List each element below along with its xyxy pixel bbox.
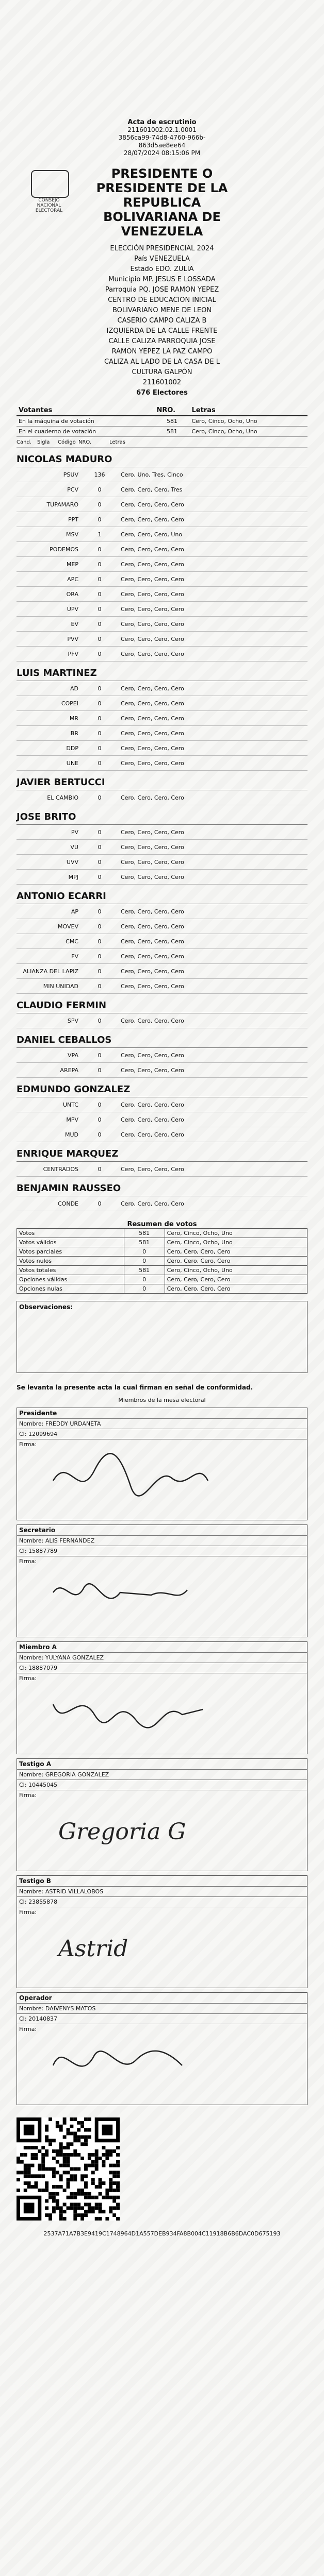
party-letras: Cero, Cero, Cero, Cero xyxy=(121,516,184,523)
signature-handwriting: Astrid xyxy=(58,1936,128,1962)
signature-handwriting: Gregoria G xyxy=(58,1819,186,1845)
party-letras: Cero, Cero, Cero, Cero xyxy=(121,715,184,722)
summary-cell: 581 xyxy=(124,1238,165,1247)
party-row xyxy=(17,527,307,542)
candidate-name: NICOLAS MADURO xyxy=(17,454,307,467)
party-row xyxy=(17,512,307,527)
candidate-name: LUIS MARTINEZ xyxy=(17,668,307,681)
party-row xyxy=(17,1097,307,1112)
party-votes: 1 xyxy=(98,531,102,538)
party-votes: 0 xyxy=(98,1116,102,1123)
party-party: ORA xyxy=(66,590,78,598)
party-row xyxy=(17,1063,307,1078)
party-letras: Cero, Cero, Cero, Cero xyxy=(121,620,184,628)
party-party: PPT xyxy=(68,516,78,523)
party-party: SPV xyxy=(67,1017,78,1024)
party-letras: Cero, Cero, Cero, Cero xyxy=(121,1101,184,1108)
party-row xyxy=(17,557,307,572)
summary-cell: Cero, Cero, Cero, Cero xyxy=(165,1257,307,1266)
party-votes: 0 xyxy=(98,685,102,692)
party-letras: Cero, Cero, Cero, Cero xyxy=(121,923,184,930)
party-votes: 0 xyxy=(98,730,102,737)
handwritten-signature xyxy=(48,1801,218,1862)
party-party: APC xyxy=(67,575,78,583)
parish: Parroquia PQ. JOSE RAMON YEPEZ xyxy=(105,286,219,294)
voters-cell: 581 xyxy=(154,427,189,437)
party-party: FV xyxy=(71,953,78,960)
election-name: ELECCIÓN PRESIDENCIAL 2024 xyxy=(110,245,214,252)
party-party: PFV xyxy=(68,650,78,657)
signature-nombre: Nombre: GREGORIA GONZALEZ xyxy=(17,1770,307,1780)
signature-ci: CI: 23855878 xyxy=(17,1897,307,1907)
signature-role: Testigo A xyxy=(17,1759,307,1770)
party-votes: 0 xyxy=(98,605,102,613)
party-letras: Cero, Cero, Cero, Cero xyxy=(121,1200,184,1207)
party-votes: 0 xyxy=(98,620,102,628)
summary-cell: Opciones nulas xyxy=(17,1284,124,1294)
party-party: MPJ xyxy=(68,873,78,880)
summary-cell: 581 xyxy=(124,1266,165,1275)
party-party: UNE xyxy=(66,759,78,767)
party-party: PODEMOS xyxy=(50,546,78,553)
signature-firma-label: Firma: xyxy=(19,2026,37,2032)
signature-stroke xyxy=(53,1704,203,1727)
voters-row xyxy=(17,427,307,437)
party-party: UPV xyxy=(67,605,78,613)
signature-ci: CI: 15887789 xyxy=(17,1546,307,1556)
summary-cell: Cero, Cinco, Ocho, Uno xyxy=(165,1238,307,1247)
party-votes: 0 xyxy=(98,561,102,568)
summary-row xyxy=(17,1229,307,1238)
party-row xyxy=(17,632,307,647)
summary-row xyxy=(17,1275,307,1284)
party-letras: Cero, Cero, Cero, Cero xyxy=(121,1017,184,1024)
party-letras: Cero, Cero, Cero, Tres xyxy=(121,486,183,493)
signature-area xyxy=(17,1556,307,1637)
party-row xyxy=(17,1048,307,1063)
party-party: MSV xyxy=(66,531,78,538)
signature-firma-label: Firma: xyxy=(19,1909,37,1916)
voters-row xyxy=(17,416,307,427)
party-row xyxy=(17,587,307,602)
party-party: EV xyxy=(71,620,78,628)
summary-cell: 581 xyxy=(124,1229,165,1238)
party-letras: Cero, Cero, Cero, Cero xyxy=(121,938,184,945)
signature-ci: CI: 18887079 xyxy=(17,1663,307,1673)
party-votes: 0 xyxy=(98,1165,102,1173)
voters-cell: Cero, Cinco, Ocho, Uno xyxy=(189,416,307,427)
col-header: Votantes xyxy=(17,405,154,416)
party-party: CENTRADOS xyxy=(43,1165,78,1173)
voters-cell: En el cuaderno de votación xyxy=(17,427,154,437)
summary-cell: Votos parciales xyxy=(17,1247,124,1257)
signature-block xyxy=(17,1641,307,1754)
party-votes: 0 xyxy=(98,1017,102,1024)
party-row xyxy=(17,602,307,617)
elector-count: 676 Electores xyxy=(136,389,188,397)
col-header: NRO. xyxy=(154,405,189,416)
party-votes: 0 xyxy=(98,828,102,836)
center-address-line: CULTURA GALPÓN xyxy=(132,368,192,376)
party-row xyxy=(17,934,307,949)
party-letras: Cero, Cero, Cero, Cero xyxy=(121,1131,184,1138)
party-party: AP xyxy=(71,908,78,915)
party-votes: 0 xyxy=(98,843,102,851)
candidate-name: BENJAMIN RAUSSEO xyxy=(17,1183,307,1196)
party-party: COPEI xyxy=(61,700,78,707)
party-row xyxy=(17,1196,307,1211)
party-row xyxy=(17,790,307,805)
signature-firma-label: Firma: xyxy=(19,1675,37,1682)
party-letras: Cero, Cero, Cero, Cero xyxy=(121,730,184,737)
center-address-line: CASERIO CAMPO CALIZA B xyxy=(117,317,207,325)
party-votes: 0 xyxy=(98,700,102,707)
summary-row xyxy=(17,1284,307,1294)
party-letras: Cero, Cero, Cero, Cero xyxy=(121,908,184,915)
party-party: MEP xyxy=(66,561,78,568)
center-address-line: CENTRO DE EDUCACION INICIAL xyxy=(108,296,216,304)
signature-block xyxy=(17,1992,307,2105)
signature-block xyxy=(17,1408,307,1520)
party-letras: Cero, Cero, Cero, Cero xyxy=(121,953,184,960)
party-party: CONDE xyxy=(58,1200,78,1207)
party-party: MIN UNIDAD xyxy=(43,982,78,990)
observations-label: Observaciones: xyxy=(19,1303,73,1311)
party-row xyxy=(17,467,307,482)
signature-area xyxy=(17,1907,307,1988)
candidate-name: ENRIQUE MARQUEZ xyxy=(17,1148,307,1162)
party-party: MUD xyxy=(64,1131,78,1138)
signature-ci: CI: 20140837 xyxy=(17,2014,307,2024)
party-letras: Cero, Cero, Cero, Cero xyxy=(121,759,184,767)
summary-cell: Cero, Cero, Cero, Cero xyxy=(165,1247,307,1257)
party-row xyxy=(17,572,307,587)
party-party: PSUV xyxy=(63,471,78,478)
party-letras: Cero, Uno, Tres, Cinco xyxy=(121,471,183,478)
party-letras: Cero, Cero, Cero, Cero xyxy=(121,685,184,692)
party-votes: 0 xyxy=(98,1052,102,1059)
country: País VENEZUELA xyxy=(134,255,190,263)
party-votes: 0 xyxy=(98,590,102,598)
party-row xyxy=(17,647,307,662)
party-letras: Cero, Cero, Cero, Cero xyxy=(121,1116,184,1123)
signature-firma-label: Firma: xyxy=(19,1558,37,1565)
candidate-name: JAVIER BERTUCCI xyxy=(17,777,307,790)
party-votes: 0 xyxy=(98,575,102,583)
summary-cell: Opciones válidas xyxy=(17,1275,124,1284)
party-votes: 0 xyxy=(98,1131,102,1138)
summary-table xyxy=(17,1228,307,1294)
signature-nombre: Nombre: ALIS FERNANDEZ xyxy=(17,1536,307,1546)
party-row xyxy=(17,870,307,885)
candidates-list xyxy=(17,454,307,1211)
party-row xyxy=(17,904,307,919)
voters-cell: 581 xyxy=(154,416,189,427)
summary-row xyxy=(17,1238,307,1247)
party-votes: 0 xyxy=(98,982,102,990)
signature-area xyxy=(17,1673,307,1754)
voting-center xyxy=(17,295,307,378)
summary-cell: 0 xyxy=(124,1257,165,1266)
signature-nombre: Nombre: DAIVENYS MATOS xyxy=(17,2004,307,2014)
party-votes: 0 xyxy=(98,968,102,975)
signature-nombre: Nombre: YULYANA GONZALEZ xyxy=(17,1653,307,1663)
party-letras: Cero, Cero, Cero, Cero xyxy=(121,828,184,836)
party-party: ALIANZA DEL LAPIZ xyxy=(23,968,78,975)
party-letras: Cero, Cero, Cero, Cero xyxy=(121,982,184,990)
party-party: UVV xyxy=(66,858,78,866)
party-letras: Cero, Cero, Cero, Cero xyxy=(121,794,184,801)
party-party: MPV xyxy=(66,1116,78,1123)
observations-box xyxy=(17,1301,307,1373)
col-header: Letras xyxy=(189,405,307,416)
signature-role: Operador xyxy=(17,1993,307,2004)
summary-cell: Votos nulos xyxy=(17,1257,124,1266)
acta-code: 863d5ae8ee64 xyxy=(138,142,186,149)
signature-block xyxy=(17,1524,307,1637)
party-row xyxy=(17,1112,307,1127)
party-letras: Cero, Cero, Cero, Cero xyxy=(121,1052,184,1059)
municipality: Municipio MP. JESUS E LOSSADA xyxy=(108,276,216,283)
center-address-line: IZQUIERDA DE LA CALLE FRENTE xyxy=(106,327,218,335)
signature-role: Presidente xyxy=(17,1408,307,1419)
signature-role: Secretario xyxy=(17,1525,307,1536)
closing-note: Se levanta la presente acta la cual firman en señal de conformidad. xyxy=(17,1384,253,1391)
party-party: MR xyxy=(69,715,78,722)
mesa-code: 211601002 xyxy=(142,379,182,386)
summary-cell: Votos válidos xyxy=(17,1238,124,1247)
party-letras: Cero, Cero, Cero, Cero xyxy=(121,605,184,613)
signature-stroke xyxy=(53,1453,208,1496)
state: Estado EDO. ZULIA xyxy=(130,265,194,273)
party-votes: 0 xyxy=(98,650,102,657)
signature-area xyxy=(17,2024,307,2105)
election-title: PRESIDENTE O PRESIDENTE DE LA REPUBLICA BOLIVARIANA DE VENEZUELA xyxy=(96,166,228,239)
signature-nombre: Nombre: ASTRID VILLALOBOS xyxy=(17,1887,307,1897)
party-votes: 0 xyxy=(98,635,102,642)
party-letras: Cero, Cero, Cero, Cero xyxy=(121,501,184,508)
party-row xyxy=(17,726,307,741)
handwritten-signature xyxy=(48,1684,218,1745)
summary-cell: Votos totales xyxy=(17,1266,124,1275)
center-address-line: BOLIVARIANO MENE DE LEON xyxy=(112,307,212,314)
members-label: Miembros de la mesa electoral xyxy=(118,1397,206,1403)
candidate-name: DANIEL CEBALLOS xyxy=(17,1035,307,1048)
candidate-name: EDMUNDO GONZALEZ xyxy=(17,1084,307,1097)
party-votes: 0 xyxy=(98,1066,102,1074)
summary-cell: Votos xyxy=(17,1229,124,1238)
party-votes: 0 xyxy=(98,873,102,880)
handwritten-signature xyxy=(48,1918,218,1979)
party-row xyxy=(17,681,307,696)
party-row xyxy=(17,497,307,512)
party-votes: 0 xyxy=(98,501,102,508)
signature-firma-label: Firma: xyxy=(19,1441,37,1448)
candidate-name: JOSE BRITO xyxy=(17,811,307,825)
party-votes: 0 xyxy=(98,923,102,930)
party-votes: 0 xyxy=(98,908,102,915)
party-party: PV xyxy=(71,828,78,836)
candidate-name: CLAUDIO FERMIN xyxy=(17,1000,307,1013)
party-row xyxy=(17,855,307,870)
signature-stroke xyxy=(53,2051,182,2066)
voters-table xyxy=(17,405,307,437)
party-row xyxy=(17,949,307,964)
party-letras: Cero, Cero, Cero, Cero xyxy=(121,1066,184,1074)
acta-code: 3856ca99-74d8-4760-966b- xyxy=(118,134,206,141)
party-votes: 0 xyxy=(98,744,102,752)
party-row xyxy=(17,482,307,497)
party-row xyxy=(17,919,307,934)
party-party: EL CAMBIO xyxy=(47,794,78,801)
party-votes: 0 xyxy=(98,1200,102,1207)
qr-code xyxy=(17,2117,120,2221)
party-party: TUPAMARO xyxy=(46,501,78,508)
party-letras: Cero, Cero, Cero, Cero xyxy=(121,744,184,752)
party-party: UNTC xyxy=(62,1101,78,1108)
summary-cell: Cero, Cero, Cero, Cero xyxy=(165,1275,307,1284)
party-votes: 0 xyxy=(98,953,102,960)
summary-cell: 0 xyxy=(124,1247,165,1257)
party-row xyxy=(17,542,307,557)
signature-firma-label: Firma: xyxy=(19,1792,37,1799)
summary-cell: 0 xyxy=(124,1284,165,1294)
party-party: VU xyxy=(70,843,78,851)
signature-area xyxy=(17,1790,307,1871)
party-letras: Cero, Cero, Cero, Cero xyxy=(121,858,184,866)
handwritten-signature xyxy=(48,2035,218,2096)
center-address-line: RAMON YEPEZ LA PAZ CAMPO xyxy=(111,348,213,355)
party-row xyxy=(17,1162,307,1177)
voters-cell: En la máquina de votación xyxy=(17,416,154,427)
sub-header-row: Cand. Sigla Código NRO. Letras xyxy=(17,437,307,448)
party-letras: Cero, Cero, Cero, Cero xyxy=(121,650,184,657)
party-party: PVV xyxy=(67,635,78,642)
party-party: PCV xyxy=(67,486,78,493)
signature-block xyxy=(17,1875,307,1988)
party-letras: Cero, Cero, Cero, Cero xyxy=(121,843,184,851)
party-letras: Cero, Cero, Cero, Cero xyxy=(121,1165,184,1173)
party-party: MOVEV xyxy=(58,923,78,930)
location-info xyxy=(17,244,307,398)
acta-timestamp: 28/07/2024 08:15:06 PM xyxy=(123,149,201,157)
party-votes: 0 xyxy=(98,546,102,553)
acta-title: Acta de escrutinio xyxy=(127,118,197,126)
party-letras: Cero, Cero, Cero, Cero xyxy=(121,590,184,598)
signature-ci: CI: 12099694 xyxy=(17,1429,307,1439)
party-votes: 0 xyxy=(98,715,102,722)
center-address-line: CALIZA AL LADO DE LA CASA DE L xyxy=(104,358,220,366)
signature-area xyxy=(17,1439,307,1520)
signature-stroke xyxy=(53,1584,187,1598)
summary-row xyxy=(17,1266,307,1275)
party-party: VPA xyxy=(68,1052,78,1059)
party-letras: Cero, Cero, Cero, Cero xyxy=(121,575,184,583)
party-votes: 136 xyxy=(94,471,105,478)
party-votes: 0 xyxy=(98,516,102,523)
party-row xyxy=(17,711,307,726)
summary-cell: Cero, Cinco, Ocho, Uno xyxy=(165,1229,307,1238)
party-row xyxy=(17,756,307,771)
party-letras: Cero, Cero, Cero, Cero xyxy=(121,561,184,568)
party-party: BR xyxy=(70,730,78,737)
signature-role: Testigo B xyxy=(17,1876,307,1887)
signature-nombre: Nombre: FREDDY URDANETA xyxy=(17,1419,307,1429)
party-votes: 0 xyxy=(98,486,102,493)
party-row xyxy=(17,696,307,711)
party-row xyxy=(17,840,307,855)
party-row xyxy=(17,979,307,994)
voters-cell: Cero, Cinco, Ocho, Uno xyxy=(189,427,307,437)
acta-header xyxy=(17,118,307,157)
acta-code: 211601002.02.1.0001 xyxy=(127,126,197,133)
party-letras: Cero, Cero, Cero, Cero xyxy=(121,700,184,707)
party-row xyxy=(17,741,307,756)
candidate-name: ANTONIO ECARRI xyxy=(17,891,307,904)
center-address-line: CALLE CALIZA PARROQUIA JOSE xyxy=(108,337,216,345)
hash-code: 2537A71A7B3E9419C1748964D1A557DEB934FA8B004C11918B6B6DAC0D675193 xyxy=(43,2230,281,2237)
party-letras: Cero, Cero, Cero, Cero xyxy=(121,635,184,642)
signature-blocks xyxy=(17,1408,307,2105)
party-letras: Cero, Cero, Cero, Cero xyxy=(121,546,184,553)
party-party: AD xyxy=(70,685,78,692)
party-letras: Cero, Cero, Cero, Cero xyxy=(121,873,184,880)
signature-role: Miembro A xyxy=(17,1642,307,1653)
receipt-content xyxy=(17,118,307,2238)
party-votes: 0 xyxy=(98,794,102,801)
party-row xyxy=(17,964,307,979)
party-party: CMC xyxy=(66,938,78,945)
party-votes: 0 xyxy=(98,759,102,767)
party-row xyxy=(17,617,307,632)
summary-title: Resumen de votos xyxy=(127,1221,197,1228)
summary-row xyxy=(17,1257,307,1266)
party-row xyxy=(17,825,307,840)
party-row xyxy=(17,1127,307,1142)
summary-cell: Cero, Cinco, Ocho, Uno xyxy=(165,1266,307,1275)
party-votes: 0 xyxy=(98,938,102,945)
summary-row xyxy=(17,1247,307,1257)
party-party: DDP xyxy=(66,744,78,752)
party-votes: 0 xyxy=(98,1101,102,1108)
handwritten-signature xyxy=(48,1567,218,1629)
party-letras: Cero, Cero, Cero, Cero xyxy=(121,968,184,975)
summary-cell: Cero, Cero, Cero, Cero xyxy=(165,1284,307,1294)
party-letras: Cero, Cero, Cero, Uno xyxy=(121,531,183,538)
signature-ci: CI: 10445045 xyxy=(17,1780,307,1790)
cne-logo: CONSEJO NACIONAL ELECTORAL xyxy=(26,170,77,213)
party-votes: 0 xyxy=(98,858,102,866)
party-row xyxy=(17,1013,307,1028)
summary-cell: 0 xyxy=(124,1275,165,1284)
handwritten-signature xyxy=(48,1450,218,1512)
party-party: AREPA xyxy=(60,1066,78,1074)
signature-block xyxy=(17,1758,307,1871)
